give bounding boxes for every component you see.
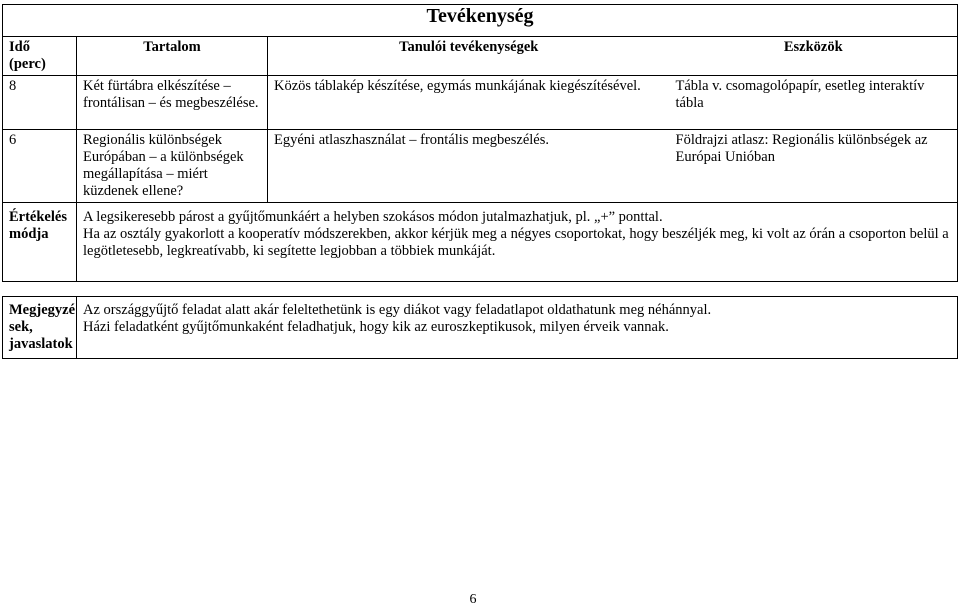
- header-tools: Eszközök: [670, 37, 958, 76]
- header-content: Tartalom: [77, 37, 268, 76]
- notes-label: Megjegyzé sek, javaslatok: [3, 297, 77, 359]
- row-time: 8: [3, 76, 77, 130]
- header-student-activities: Tanulói tevékenységek: [268, 37, 670, 76]
- evaluation-line-2: Ha az osztály gyakorlott a kooperatív módszerekben, akkor kérjük meg a négyes csoportokat, hogy beszéljék meg, ki volt az órán a csoporton belül a legötletesebb, legkreatívabb, ki segítette legjobban a többiek munkáját.: [83, 226, 949, 259]
- notes-row: [3, 297, 958, 359]
- row-tools: Tábla v. csomagolópapír, esetleg interaktív tábla: [670, 76, 958, 130]
- row-activity: Egyéni atlaszhasználat – frontális megbeszélés.: [268, 130, 670, 203]
- notes-line-1: Az országgyűjtő feladat alatt akár feleltethetünk is egy diákot vagy feladatlapot oldathatunk meg néhánnyal.: [83, 302, 712, 318]
- notes-text: [77, 297, 958, 359]
- table-title: Tevékenység: [3, 5, 958, 37]
- header-time: Idő (perc): [3, 37, 77, 76]
- notes-table: [2, 296, 958, 359]
- activity-table: [2, 4, 958, 282]
- evaluation-line-1: A legsikeresebb párost a gyűjtőmunkáért a helyben szokásos módon jutalmazhatjuk, pl. „+” ponttal.: [83, 209, 663, 225]
- evaluation-text: [77, 203, 958, 282]
- page-number: 6: [469, 592, 477, 607]
- table-row: [3, 76, 958, 130]
- row-content: Regionális különbségek Európában – a különbségek megállapítása – miért küzdenek ellene?: [77, 130, 268, 203]
- table-row: [3, 130, 958, 203]
- evaluation-row: [3, 203, 958, 282]
- table-header-row: [3, 37, 958, 76]
- row-content: Két fürtábra elkészítése – frontálisan – és megbeszélése.: [77, 76, 268, 130]
- evaluation-label: Értékelés módja: [3, 203, 77, 282]
- notes-line-2: Házi feladatként gyűjtőmunkaként feladhatjuk, hogy kik az euroszkeptikusok, milyen érveik vannak.: [83, 319, 669, 335]
- row-tools: Földrajzi atlasz: Regionális különbségek az Európai Unióban: [670, 130, 958, 203]
- row-activity: Közös táblakép készítése, egymás munkájának kiegészítésével.: [268, 76, 670, 130]
- row-time: 6: [3, 130, 77, 203]
